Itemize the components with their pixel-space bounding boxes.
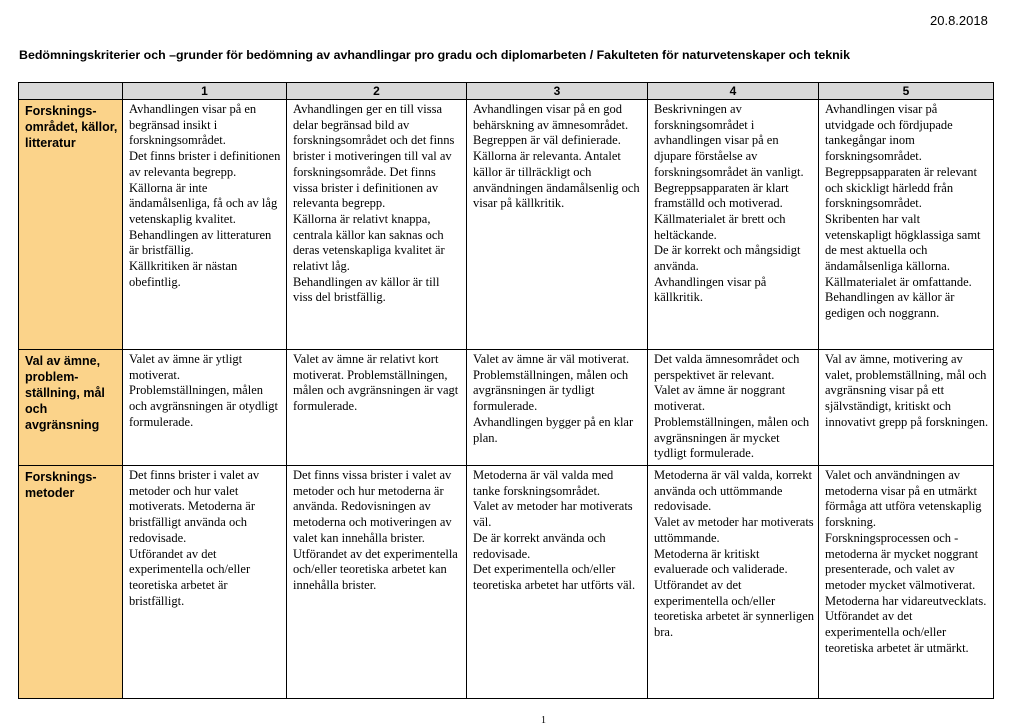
criteria-text: Utförandet av det experimentella och/eller teoretiska arbetet är utmärkt. [825, 609, 969, 655]
criteria-cell-grade-1 [123, 350, 287, 466]
criteria-text: Det experimentella och/eller teoretiska arbetet har utförts väl. [473, 562, 636, 592]
criteria-text: Valet och användningen av metoderna visar på en utmärkt förmåga att utföra vetenskaplig forskning. [825, 468, 982, 530]
criteria-text: Källmaterialet är omfattande. [825, 274, 972, 289]
document-title: Bedömningskriterier och –grunder för bedömning av avhandlingar pro gradu och diplomarbeten / Fakulteten för naturvetenskaper och teknik [19, 48, 851, 62]
assessment-criteria-table [18, 82, 994, 699]
criteria-text: Beskrivningen av forskningsområdet i avhandlingen visar på en djupare förståelse av forskningsområdet än vanligt. [654, 102, 804, 179]
criteria-text: Avhandlingen visar på en begränsad insikt i forskningsområdet. [129, 102, 257, 148]
criteria-text: Metoderna är väl valda, korrekt använda och uttömmande redovisade. [654, 468, 812, 514]
criteria-text: Källmaterialet är brett och heltäckande. [654, 211, 786, 242]
document-date: 20.8.2018 [930, 13, 988, 28]
criteria-cell-grade-1 [123, 466, 287, 699]
criteria-text: Valet av metoder har motiverats väl. [473, 499, 633, 530]
criteria-text: Problemställningen, målen och avgränsningen är tydligt formulerade. [473, 367, 629, 414]
criteria-cell-grade-3 [467, 350, 648, 466]
page-number: 1 [541, 715, 546, 726]
criteria-text: Valet av ämne är väl motiverat. [473, 352, 630, 366]
criteria-text: Avhandlingen visar på en god behärskning av ämnesområdet. [473, 102, 629, 132]
criteria-text: Avhandlingen bygger på en klar plan. [473, 414, 634, 445]
criteria-text: Valet av metoder har motiverats uttömmande. [654, 515, 814, 545]
column-header-5: 5 [819, 83, 994, 100]
row-header-topic-choice: Val av ämne, problem-ställning, mål och avgränsning [19, 350, 123, 466]
criteria-text: Det valda ämnesområdet och perspektivet är relevant. [654, 352, 800, 382]
criteria-text: Avhandlingen ger en till vissa delar begränsad bild av forskningsområdet och det finns brister i motiveringen till val av forskningsområde. Det finns vissa brister i definitionen av relevanta begrepp. [293, 102, 455, 211]
criteria-text: Forskningsprocessen och -metoderna är mycket noggrant presenterade, och valet av metoder mycket välmotiverat. [825, 530, 979, 592]
table-header-row [19, 83, 994, 100]
criteria-text: Valet av ämne är ytligt motiverat. [129, 352, 243, 382]
criteria-text: Avhandlingen visar på utvidgade och fördjupade tankegångar inom forskningsområdet. [825, 102, 953, 164]
criteria-text: Det finns brister i valet av metoder och hur valet motiverats. Metoderna är bristfälligt använda och redovisade. [129, 468, 260, 545]
column-header-1: 1 [123, 83, 287, 100]
criteria-cell-grade-2 [287, 466, 467, 699]
criteria-text: Det finns vissa brister i valet av metoder och hur metoderna är använda. Redovisningen av metoderna och motiveringen av valet kan innehålla brister. [293, 468, 452, 545]
criteria-cell-grade-3 [467, 466, 648, 699]
row-header-research-methods: Forsknings- metoder [19, 466, 123, 699]
criteria-cell-grade-5 [819, 466, 994, 699]
criteria-text: Problemställningen, målen och avgränsningen är otydligt formulerade. [129, 383, 278, 429]
column-header-4: 4 [648, 83, 819, 100]
criteria-text: Valet av ämne är noggrant motiverat. [654, 383, 786, 414]
criteria-text: Källorna är relativt knappa, centrala källor kan saknas och deras vetenskapliga kvalitet är relativt låg. [293, 211, 445, 274]
criteria-text: Källkritiken är nästan obefintlig. [129, 259, 238, 289]
criteria-text: De är korrekt och mångsidigt använda. [654, 243, 801, 274]
criteria-text: Val av ämne, motivering av valet, problemställning, mål och avgränsning visar på ett självständigt, kritiskt och innovativt grepp på forskningen. [825, 352, 989, 429]
table-row [19, 466, 994, 699]
criteria-cell-grade-4 [648, 350, 819, 466]
criteria-cell-grade-5 [819, 350, 994, 466]
criteria-cell-grade-1 [123, 100, 287, 350]
criteria-text: Behandlingen av källor är till viss del bristfällig. [293, 274, 440, 305]
criteria-text: Det finns brister i definitionen av relevanta begrepp. [129, 149, 281, 179]
criteria-text: Källorna är inte ändamålsenliga, få och av låg vetenskaplig kvalitet. [129, 180, 278, 226]
column-header-2: 2 [287, 83, 467, 100]
criteria-cell-grade-4 [648, 100, 819, 350]
criteria-text: Utförandet av det experimentella och/eller teoretiska arbetet är bristfälligt. [129, 546, 251, 608]
criteria-cell-grade-5 [819, 100, 994, 350]
criteria-cell-grade-2 [287, 350, 467, 466]
criteria-text: De är korrekt använda och redovisade. [473, 530, 606, 561]
criteria-text: Skribenten har valt vetenskapligt högklassiga samt de mest aktuella och ändamålsenliga källorna. [825, 211, 981, 274]
criteria-text: Metoderna har vidareutvecklats. [825, 593, 987, 608]
criteria-text: Metoderna är väl valda med tanke forskningsområdet. [473, 468, 614, 498]
criteria-text: Metoderna är kritiskt evaluerade och validerade. [654, 546, 788, 577]
table-row [19, 350, 994, 466]
criteria-cell-grade-3 [467, 100, 648, 350]
table-row [19, 100, 994, 350]
criteria-text: Avhandlingen visar på källkritik. [654, 274, 767, 305]
row-header-research-area: Forsknings- området, källor, litteratur [19, 100, 123, 350]
criteria-text: Behandlingen av litteraturen är bristfällig. [129, 227, 272, 258]
criteria-text: Utförandet av det experimentella och/eller teoretiska arbetet kan innehålla brister. [293, 546, 458, 592]
criteria-cell-grade-2 [287, 100, 467, 350]
criteria-text: Valet av ämne är relativt kort motiverat. Problemställningen, målen och avgränsningen är vagt formulerade. [293, 352, 459, 414]
criteria-text: Begreppsapparaten är klart framställd och motiverad. [654, 180, 789, 211]
criteria-text: Begreppen är väl definierade. [473, 133, 621, 148]
criteria-text: Utförandet av det experimentella och/eller teoretiska arbetet är synnerligen bra. [654, 577, 814, 640]
criteria-cell-grade-4 [648, 466, 819, 699]
table-corner-cell [19, 83, 123, 100]
column-header-3: 3 [467, 83, 648, 100]
criteria-text: Problemställningen, målen och avgränsningen är mycket tydligt formulerade. [654, 414, 810, 461]
criteria-text: Behandlingen av källor är gedigen och noggrann. [825, 290, 955, 321]
criteria-text: Begreppsapparaten är relevant och skickligt härledd från forskningsområdet. [825, 164, 978, 211]
criteria-text: Källorna är relevanta. Antalet källor är tillräckligt och användningen ändamålsenlig och visar på källkritik. [473, 149, 640, 211]
